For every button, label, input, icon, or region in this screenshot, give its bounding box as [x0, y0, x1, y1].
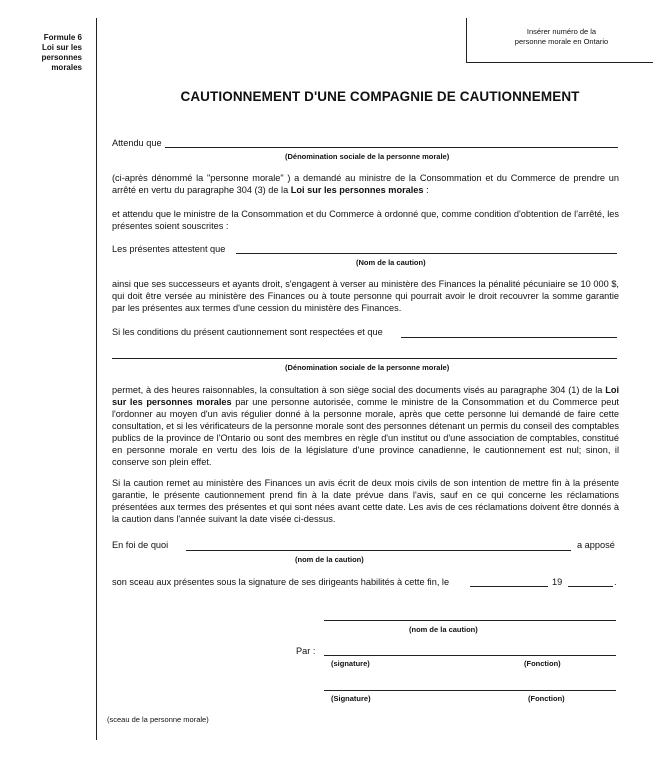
surety-name-field-2[interactable] — [186, 550, 571, 551]
surety-name-caption-3: (nom de la caution) — [409, 625, 478, 634]
margin-divider — [96, 18, 97, 740]
law-reference-line-3: morales — [51, 63, 82, 72]
function-caption-2: (Fonction) — [528, 694, 565, 703]
form-number: Formule 6 — [43, 33, 82, 42]
document-title: CAUTIONNEMENT D'UNE COMPAGNIE DE CAUTIONNEMENT — [180, 89, 580, 104]
corporation-number-label-line-1: Insérer numéro de la — [526, 27, 597, 36]
paragraph-consultation-rest: par une personne autorisée, comme le ministre de la Consommation et du Commerce peut l'ordonner au moyen d'un avis régulier donné à la personne morale, après que cette personne lui demandé de faire cette consultation, et si les vérificateurs de la personne morale sont des personnes détenant un permis du conseil des comptables publics de la province de l'Ontario ou sont des membres en règle d'un institut ou d'une association de comptables, constitué en personne morale en vertu des lois de la législature d'une province canadienne, le cautionnement est nul; sinon, il conserve son plein effet. — [112, 397, 619, 467]
law-reference-line-2: personnes — [41, 53, 82, 62]
corporation-name-caption-2: (Dénomination sociale de la personne morale) — [285, 363, 450, 372]
corporation-number-label-line-2: personne morale en Ontario — [514, 37, 609, 46]
a-appose-label: a apposé — [577, 540, 615, 550]
paragraph-request — [112, 172, 619, 196]
surety-name-signature-field[interactable] — [324, 620, 616, 621]
signature-field-2[interactable] — [324, 690, 616, 691]
seal-caption: (sceau de la personne morale) — [107, 715, 209, 724]
paragraph-request-text: (ci-après dénommé la "personne morale" ) a demandé au ministre de la Consommation et du Commerce de prendre un arrêté en vertu du paragraphe 304 (3) de la — [112, 173, 619, 195]
law-name-2: Loi sur les personnes morales — [112, 385, 619, 407]
year-prefix: 19 — [552, 577, 563, 587]
conditions-label: Si les conditions du présent cautionnement sont respectées et que — [112, 327, 383, 337]
corporation-number-label — [474, 27, 649, 47]
corporation-name-field[interactable] — [165, 147, 618, 148]
surety-name-caption: (Nom de la caution) — [356, 258, 426, 267]
function-caption-1: (Fonction) — [524, 659, 561, 668]
paragraph-penalty: ainsi que ses successeurs et ayants droit, s'engagent à verser au ministère des Finances la pénalité pécuniaire se 10 000 $, qui doit être versée au ministère des Finances ou à toute personne qui pourrait avoir le droit recouvrer la somme garantie par les présentes aux termes d'une cession du ministère des Finances. — [112, 279, 619, 313]
presentes-attestent-label: Les présentes attestent que — [112, 244, 226, 254]
par-label: Par : — [296, 646, 316, 656]
law-name: Loi sur les personnes morales — [290, 185, 424, 195]
paragraph-termination: Si la caution remet au ministère des Finances un avis écrit de deux mois civils de son intention de mettre fin à la présente garantie, le présente cautionnement prend fin à la date prévue dans l'avis, sauf en ce qui concerne les réclamations présentées aux termes des présentes et qui sont nées avant cette date. Les avis de ces réclamations doivent être donnés à la caution dans l'année suivant la date visée ci-dessus. — [112, 478, 619, 524]
signature-caption-2: (Signature) — [331, 694, 371, 703]
corporation-name-field-2b[interactable] — [112, 358, 617, 359]
en-foi-de-quoi-label: En foi de quoi — [112, 540, 169, 550]
corporation-name-field-2a[interactable] — [401, 337, 617, 338]
sentence-period: . — [614, 577, 617, 587]
signature-field-1[interactable] — [324, 655, 616, 656]
surety-name-field[interactable] — [236, 253, 617, 254]
date-field[interactable] — [470, 586, 548, 587]
surety-name-caption-2: (nom de la caution) — [295, 555, 364, 564]
attendu-que-label: Attendu que — [112, 138, 162, 148]
form-reference-note — [20, 33, 82, 73]
paragraph-consultation-text: permet, à des heures raisonnables, la consultation à son siège social des documents visés au paragraphe 304 (1) de la — [112, 385, 606, 395]
law-reference-line-1: Loi sur les — [41, 43, 82, 52]
signature-caption-1: (signature) — [331, 659, 370, 668]
paragraph-consultation — [112, 384, 619, 468]
corporation-name-caption: (Dénomination sociale de la personne morale) — [285, 152, 450, 161]
paragraph-request-end: : — [423, 185, 429, 195]
year-field[interactable] — [568, 586, 613, 587]
seal-signature-text: son sceau aux présentes sous la signature de ses dirigeants habilités à cette fin, le — [112, 577, 450, 587]
paragraph-order: et attendu que le ministre de la Consommation et du Commerce à ordonné que, comme condition d'obtention de l'arrêté, les présentes soient souscrites : — [112, 209, 619, 231]
